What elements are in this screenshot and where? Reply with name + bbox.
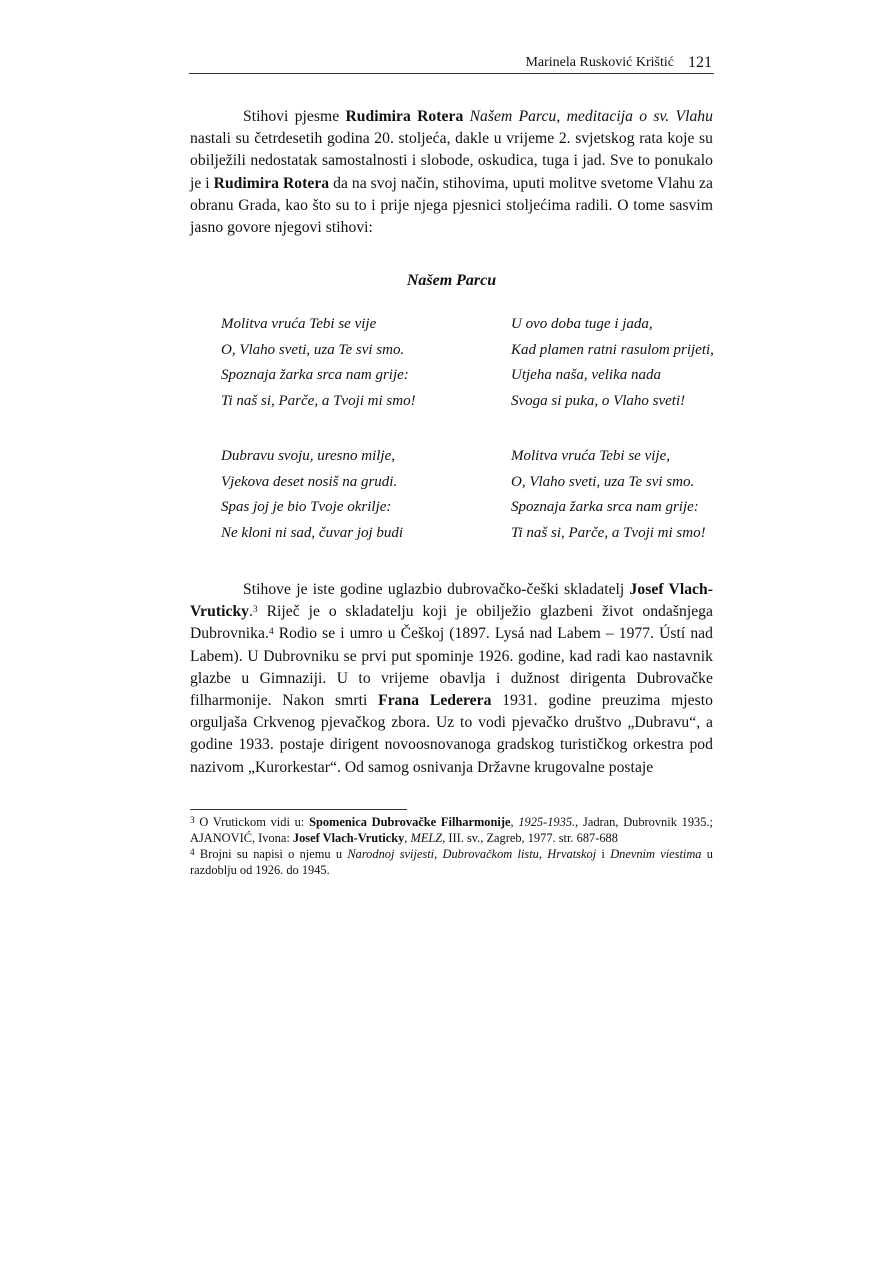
poem-line: Vjekova deset nosiš na grudi. [221,473,398,490]
page-number: 121 [688,54,712,71]
body-paragraph-2 [190,579,713,779]
poem-line: Ti naš si, Parče, a Tvoji mi smo! [511,524,706,541]
citation-title-bold: Spomenica Dubrovačke Filharmonije [309,815,511,829]
poem-line: U ovo doba tuge i jada, [511,316,653,332]
poem-line: Molitva vruća Tebi se vije [221,316,377,332]
poem-line: Dubravu svoju, uresno milje, [221,448,396,464]
poem-line: Ti naš si, Parče, a Tvoji mi smo! [221,392,416,409]
poem-title-italic: Našem Parcu, meditacija o sv. Vlahu [469,108,714,125]
newspaper-name-italic: Dnevnim viestima [610,847,702,861]
text-run: , III. sv., Zagreb, 1977. str. 687-688 [442,830,618,845]
text-run: O Vrutickom vidi u: [194,815,310,829]
poem-line: Utjeha naša, velika nada [511,367,661,384]
body-paragraph-1 [190,106,713,239]
newspaper-names-italic: Narodnoj svijesti, Dubrovačkom listu, Hrvatskoj [347,847,597,861]
text-run: . [249,603,253,621]
poem-line: Svoga si puka, o Vlaho sveti! [511,392,686,409]
footnote-number: 4 [190,848,195,858]
poem-line: Spas joj je bio Tvoje okrilje: [221,499,392,516]
text-run: Rodio se i umro u Češkoj (1897. Lysá nad Labem – 1977. Ústí nad Labem). U Dubrovniku se prvi put spominje 1926. godine, kad radi kao nastavnik glazbe u Gimnaziji. U to vrijeme obavlja i dužnost dirigenta Dubrovačke filharmonije. Nakon smrti [190,625,713,710]
poem-stanza-1 [221,312,416,414]
text-run: Brojni su napisi o njemu u [194,847,348,861]
footnote-number: 3 [190,816,195,826]
poem-line: Ne kloni ni sad, čuvar joj budi [221,524,404,541]
poem-line: O, Vlaho sveti, uza Te svi smo. [511,473,695,490]
footnotes [190,815,713,879]
author-name-bold: Rudimira Rotera [345,108,464,125]
footnote-separator [190,809,407,810]
text-run: Stihove je iste godine uglazbio dubrovačko-češki skladatelj [243,581,630,598]
text-run: Riječ je o skladatelju koji je obilježio glazbeni život ondašnjega Dubrovnika. [190,603,713,643]
text-run: u razdoblju od 1926. do 1945. [190,847,714,877]
text-run: , [510,815,519,829]
poem-line: Molitva vruća Tebi se vije, [511,448,670,464]
person-name-bold: Frana Lederera [378,692,492,710]
poem-stanza-4 [511,444,706,546]
poem-line: Spoznaja žarka srca nam grije: [221,367,409,384]
text-run: nastali su četrdesetih godina 20. stoljeća, dakle u vrijeme 2. svjetskog rata koje su obilježili nedostatak samostalnosti i slobode, oskudica, tuga i jad. Sve to ponukalo je i [190,130,713,192]
citation-title-bold: Josef Vlach-Vruticky [292,830,405,845]
poem-line: O, Vlaho sveti, uza Te svi smo. [221,341,405,358]
text-run: 1931. godine preuzima mjesto orguljaša Crkvenog pjevačkog zbora. Uz to vodi pjevačko društvo „Dubravu“, a godine 1933. postaje dirigent novoosnovanoga gradskog turističkog orkestra pod nazivom „Kurorkestar“. Od samog osnivanja Državne krugovalne postaje [190,692,713,776]
poem-line: Spoznaja žarka srca nam grije: [511,499,699,516]
composer-name-bold: Josef Vlach-Vruticky [190,581,713,621]
footnote-ref-4[interactable]: 4 [268,627,274,638]
poem-title: Našem Parcu [406,272,497,289]
running-head [189,55,714,74]
footnote-ref-3[interactable]: 3 [252,605,258,616]
text-run: da na svoj način, stihovima, uputi molitve svetome Vlahu za obranu Grada, kao što su to i prije njega pjesnici stoljećima radili. O tome sasvim jasno govore njegovi stihovi: [190,174,713,237]
text-run: Stihovi pjesme [243,108,346,125]
poem-stanza-2 [511,312,714,414]
text-run: , [404,830,411,845]
running-head-author: Marinela Rusković Krištić [525,55,674,70]
author-name-bold: Rudimira Rotera [213,174,330,192]
footnote-3 [190,815,713,846]
poem-stanza-3 [221,444,403,546]
text-run: , Jadran, Dubrovnik 1935.; AJANOVIĆ, Ivona: [190,815,713,845]
citation-italic: 1925-1935. [518,815,576,829]
footnote-4 [190,847,713,878]
text-run: i [596,847,611,861]
poem-line: Kad plamen ratni rasulom prijeti, [511,341,714,358]
citation-italic: MELZ [410,830,443,845]
